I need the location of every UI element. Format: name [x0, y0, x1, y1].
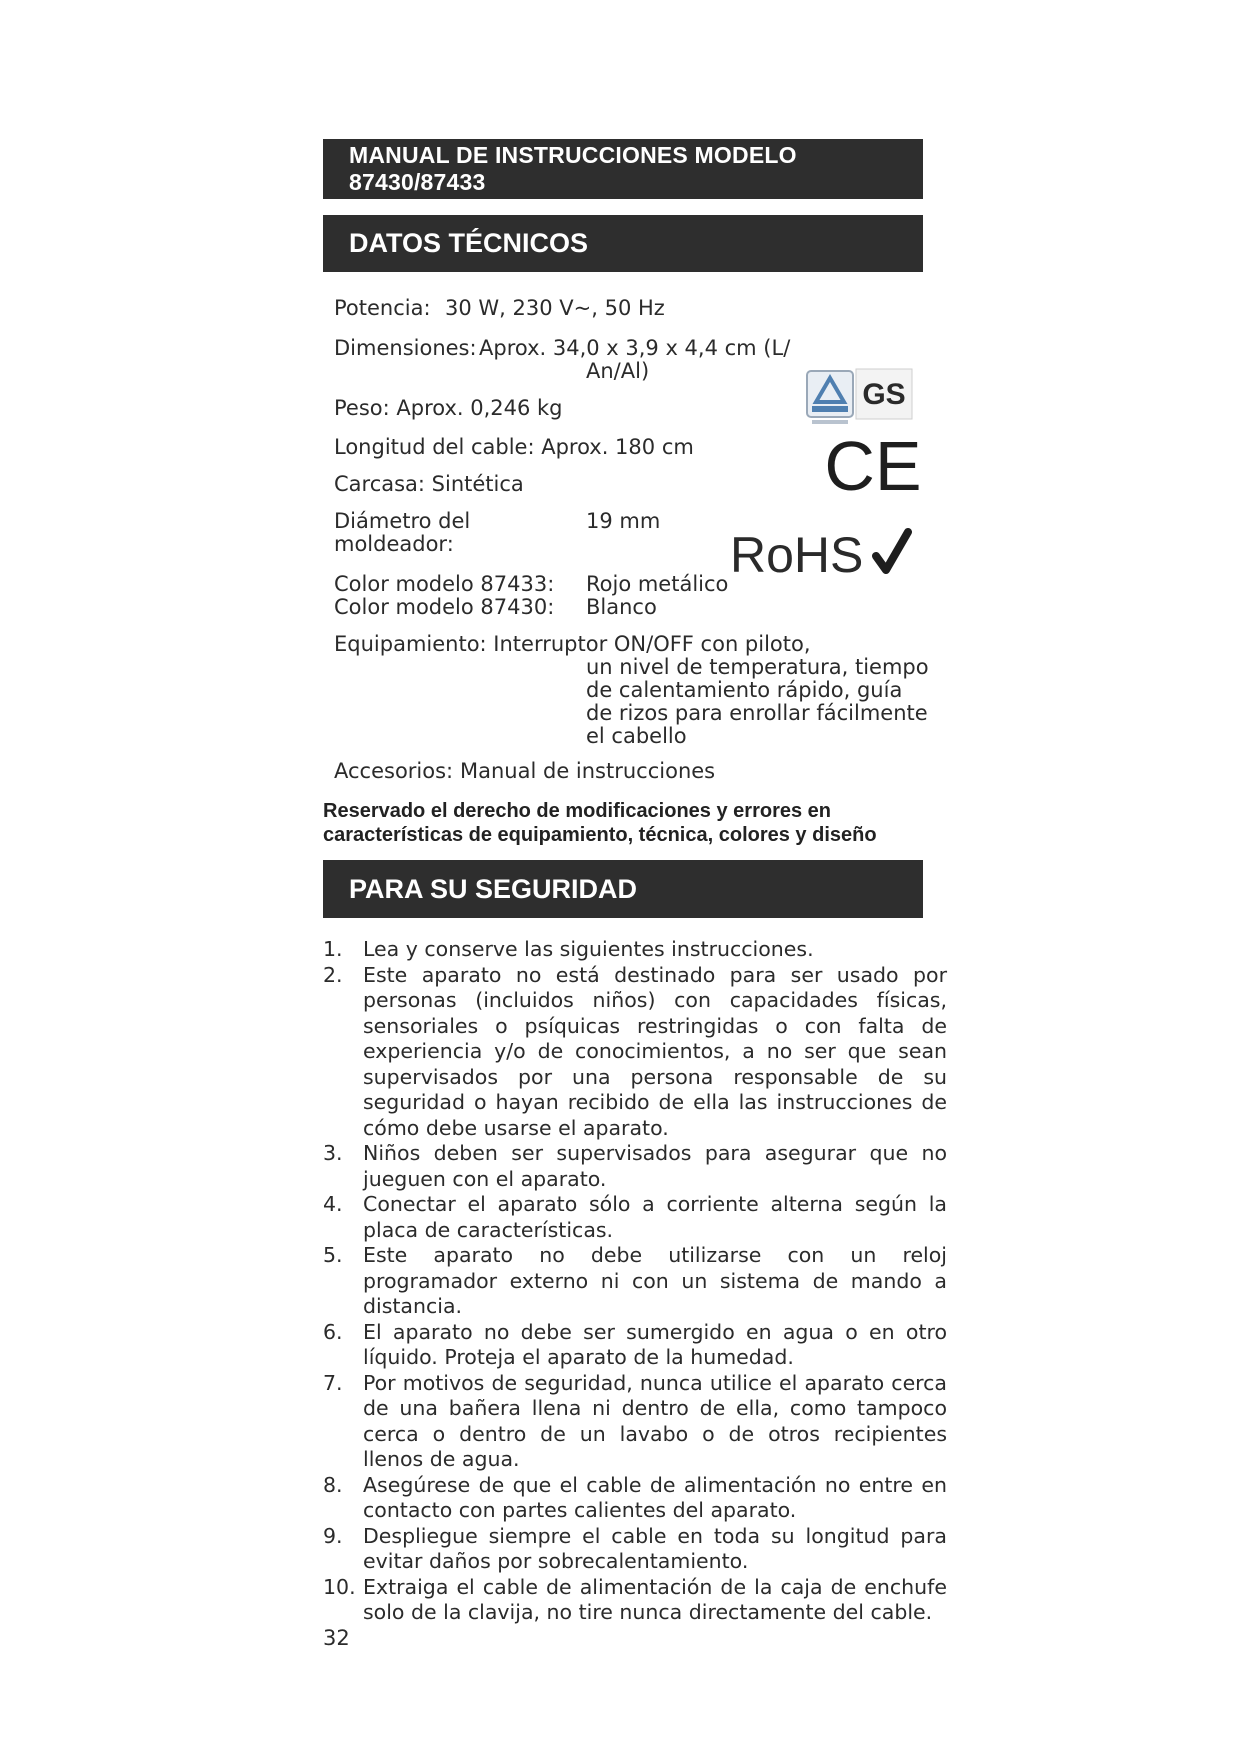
manual-title-bar — [323, 139, 923, 199]
potencia-value: 30 W, 230 V~, 50 Hz — [445, 296, 665, 320]
tuv-certification-icon — [806, 370, 854, 434]
diametro-label-line2: moldeador: — [334, 532, 454, 556]
list-item-number: 2. — [323, 962, 343, 987]
list-item-number: 10. — [323, 1574, 356, 1599]
accesorios-label: Accesorios: — [334, 759, 454, 783]
color-87433-value: Rojo metálico — [586, 572, 729, 596]
color-87430-label: Color modelo 87430: — [334, 595, 555, 619]
list-item-number: 4. — [323, 1192, 343, 1216]
list-item-text: Niños deben ser supervisados para asegurar que no jueguen con el aparato. — [363, 1141, 947, 1191]
safety-instructions-list — [323, 937, 947, 1626]
reservation-note-line1: Reservado el derecho de modificaciones y errores en — [323, 800, 831, 822]
list-item-text: Este aparato no está destinado para ser usado por personas (incluidos niños) con capacidades físicas, sensoriales o psíquicas restringidas o con falta de experiencia y/o de conocimientos, a no ser que sean supervisados por una persona responsable de su seguridad o hayan recibido de ella las instrucciones de cómo debe usarse el aparato. — [363, 962, 947, 1140]
datos-tecnicos-heading: DATOS TÉCNICOS — [349, 228, 589, 258]
dimensiones-value-line2: An/Al) — [586, 359, 650, 383]
page-number: 32 — [323, 1626, 350, 1650]
ce-logo-text: CE — [824, 427, 922, 505]
list-item-text: Este aparato no debe utilizarse con un reloj programador externo ni con un sistema de mando a distancia. — [363, 1243, 947, 1318]
accesorios-value: Manual de instrucciones — [460, 759, 716, 783]
list-item-text: Por motivos de seguridad, nunca utilice el aparato cerca de una bañera llena ni dentro de ella, como tampoco cerca o dentro de un lavabo o de otros recipientes llenos de agua. — [363, 1370, 947, 1471]
list-item — [323, 1371, 947, 1473]
peso-spec: Peso: Aprox. 0,246 kg — [334, 396, 563, 420]
list-item — [323, 1320, 947, 1371]
list-item-text: Conectar el aparato sólo a corriente alterna según la placa de características. — [363, 1192, 947, 1242]
seguridad-heading: PARA SU SEGURIDAD — [349, 873, 638, 904]
list-item-number: 1. — [323, 937, 343, 961]
equipamiento-line3: de calentamiento rápido, guía — [586, 678, 903, 702]
list-item-number: 5. — [323, 1243, 343, 1267]
list-item-text: El aparato no debe ser sumergido en agua o en otro líquido. Proteja el aparato de la humedad. — [363, 1319, 947, 1369]
list-item-text: Extraiga el cable de alimentación de la caja de enchufe solo de la clavija, no tire nunca directamente del cable. — [363, 1574, 947, 1624]
equipamiento-line1: Equipamiento: Interruptor ON/OFF con piloto, — [334, 632, 811, 656]
dimensiones-label: Dimensiones: — [334, 336, 477, 360]
reservation-note-line2: características de equipamiento, técnica, colores y diseño — [323, 824, 877, 846]
color-87433-label: Color modelo 87433: — [334, 572, 555, 596]
potencia-label: Potencia: — [334, 296, 431, 320]
checkmark-icon — [876, 532, 908, 570]
list-item — [323, 1575, 947, 1626]
equipamiento-line5: el cabello — [586, 724, 687, 748]
list-item — [323, 937, 947, 963]
list-item-number: 9. — [323, 1523, 343, 1548]
datos-tecnicos-heading-bar — [323, 215, 923, 272]
diametro-value: 19 mm — [586, 509, 661, 533]
gs-logo-text: GS — [862, 378, 906, 411]
list-item-number: 6. — [323, 1319, 343, 1344]
gs-certification-icon — [855, 368, 913, 424]
dimensiones-value-line1: Aprox. 34,0 x 3,9 x 4,4 cm (L/ — [479, 336, 791, 360]
seguridad-heading-bar — [323, 860, 923, 918]
equipamiento-line2: un nivel de temperatura, tiempo — [586, 655, 929, 679]
list-item-number: 8. — [323, 1472, 343, 1497]
list-item — [323, 1243, 947, 1320]
list-item — [323, 1141, 947, 1192]
ce-mark-icon — [824, 427, 922, 506]
equipamiento-line4: de rizos para enrollar fácilmente — [586, 701, 928, 725]
list-item-text: Despliegue siempre el cable en toda su longitud para evitar daños por sobrecalentamiento. — [363, 1523, 947, 1573]
list-item — [323, 1524, 947, 1575]
list-item-number: 7. — [323, 1370, 343, 1395]
rohs-logo-text: RoHS — [730, 527, 864, 583]
carcasa-spec: Carcasa: Sintética — [334, 472, 524, 496]
longitud-cable-spec: Longitud del cable: Aprox. 180 cm — [334, 435, 694, 459]
list-item-number: 3. — [323, 1141, 343, 1165]
list-item — [323, 1473, 947, 1524]
rohs-compliance-icon — [730, 522, 920, 588]
list-item — [323, 1192, 947, 1243]
reservation-note — [323, 799, 943, 847]
list-item-text: Lea y conserve las siguientes instrucciones. — [363, 937, 814, 961]
list-item-text: Asegúrese de que el cable de alimentación no entre en contacto con partes calientes del aparato. — [363, 1472, 947, 1522]
manual-title: MANUAL DE INSTRUCCIONES MODELO 87430/87433 — [349, 142, 797, 195]
list-item — [323, 963, 947, 1142]
color-87430-value: Blanco — [586, 595, 657, 619]
diametro-label-line1: Diámetro del — [334, 509, 471, 533]
